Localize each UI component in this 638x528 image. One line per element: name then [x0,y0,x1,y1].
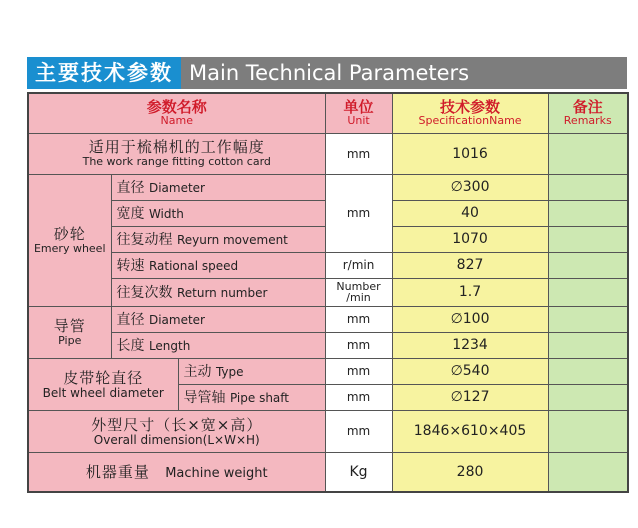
emery-return-unit [325,278,392,306]
pipe-diameter-remarks [548,306,628,332]
belt-type-value: ∅540 [392,358,548,384]
header-unit-en: Unit [347,114,370,128]
emery-speed-remarks [548,252,628,278]
header-name-en: Name [160,114,193,128]
overall-dimension-en: Overall dimension(L×W×H) [93,432,260,447]
emery-width-en: Width [148,207,184,221]
work-range-remarks [548,133,628,174]
belt-type-en: Type [215,365,244,379]
emery-group-unit: mm [325,174,392,252]
header-remarks-cn: 备注 [572,98,603,117]
emery-speed-value: 827 [392,252,548,278]
machine-weight-value: 280 [392,452,548,492]
belt-wheel-label [28,358,178,410]
emery-reyurn-en: Reyurn movement [176,233,288,247]
belt-type-label [178,358,325,384]
work-range-cn: 适用于梳棉机的工作幅度 [88,138,265,156]
emery-return-value: 1.7 [392,278,548,306]
machine-weight-unit: Kg [325,452,392,492]
emery-return-remarks [548,278,628,306]
belt-wheel-cn: 皮带轮直径 [63,368,144,387]
emery-reyurn-remarks [548,226,628,252]
overall-dimension-label [28,410,325,452]
emery-diameter-label [111,174,325,200]
pipe-length-value: 1234 [392,332,548,358]
emery-width-value: 40 [392,200,548,226]
title-english: Main Technical Parameters [181,57,627,89]
belt-type-remarks [548,358,628,384]
header-unit [325,93,392,133]
emery-return-unit-line1: Number [336,280,381,293]
table-row [28,332,628,358]
emery-reyurn-cn: 往复动程 [116,232,173,248]
pipe-length-cn: 长度 [116,338,145,354]
header-row [28,93,628,133]
table-row [28,174,628,200]
pipe-length-remarks [548,332,628,358]
machine-weight-cn: 机器重量 [85,463,150,482]
table-row [28,452,628,492]
title-bar [27,57,627,89]
table-row [28,278,628,306]
emery-speed-unit: r/min [325,252,392,278]
belt-pipe-shaft-unit: mm [325,384,392,410]
emery-width-label [111,200,325,226]
pipe-length-unit: mm [325,332,392,358]
emery-return-en: Return number [176,286,268,300]
header-spec-en: SpecificationName [418,114,522,128]
overall-dimension-unit: mm [325,410,392,452]
work-range-en: The work range fitting cotton card [82,155,271,168]
emery-reyurn-value: 1070 [392,226,548,252]
pipe-length-en: Length [148,339,191,353]
work-range-label [28,133,325,174]
title-chinese: 主要技术参数 [27,57,181,89]
emery-speed-en: Rational speed [148,259,239,273]
header-unit-cn: 单位 [343,98,374,117]
pipe-en: Pipe [58,333,82,347]
machine-weight-remarks [548,452,628,492]
parameters-table [27,92,629,493]
emery-speed-cn: 转速 [116,258,145,274]
belt-pipe-shaft-value: ∅127 [392,384,548,410]
work-range-unit: mm [325,133,392,174]
pipe-diameter-label [111,306,325,332]
emery-wheel-cn: 砂轮 [53,224,86,243]
emery-speed-label [111,252,325,278]
emery-return-unit-line2: /min [346,291,371,304]
emery-wheel-en: Emery wheel [33,241,106,255]
pipe-diameter-en: Diameter [148,313,205,327]
emery-width-cn: 宽度 [116,206,145,222]
belt-pipe-shaft-remarks [548,384,628,410]
header-remarks [548,93,628,133]
pipe-cn: 导管 [53,316,86,335]
header-name-cn: 参数名称 [146,98,207,117]
emery-width-remarks [548,200,628,226]
belt-pipe-shaft-en: Pipe shaft [229,391,290,405]
pipe-diameter-value: ∅100 [392,306,548,332]
emery-diameter-value: ∅300 [392,174,548,200]
table-row [28,358,628,384]
belt-type-unit: mm [325,358,392,384]
header-spec-cn: 技术参数 [440,98,501,117]
emery-diameter-remarks [548,174,628,200]
table-row [28,133,628,174]
header-spec [392,93,548,133]
belt-wheel-en: Belt wheel diameter [42,385,164,400]
emery-reyurn-label [111,226,325,252]
work-range-value: 1016 [392,133,548,174]
pipe-label [28,306,111,358]
belt-pipe-shaft-label [178,384,325,410]
machine-weight-en: Machine weight [165,466,268,482]
overall-dimension-cn: 外型尺寸（长×宽×高） [91,415,263,434]
table-row [28,306,628,332]
table-row [28,410,628,452]
overall-dimension-remarks [548,410,628,452]
pipe-diameter-unit: mm [325,306,392,332]
emery-wheel-label [28,174,111,306]
pipe-length-label [111,332,325,358]
overall-dimension-value: 1846×610×405 [392,410,548,452]
belt-type-cn: 主动 [183,364,212,380]
pipe-diameter-cn: 直径 [116,312,145,328]
emery-diameter-cn: 直径 [116,180,145,196]
header-remarks-en: Remarks [563,114,612,128]
emery-return-label [111,278,325,306]
machine-weight-label [28,452,325,492]
spec-sheet [27,57,627,493]
emery-diameter-en: Diameter [148,181,205,195]
table-row [28,252,628,278]
header-name [28,93,325,133]
belt-pipe-shaft-cn: 导管轴 [183,390,226,406]
emery-return-cn: 往复次数 [116,285,173,301]
